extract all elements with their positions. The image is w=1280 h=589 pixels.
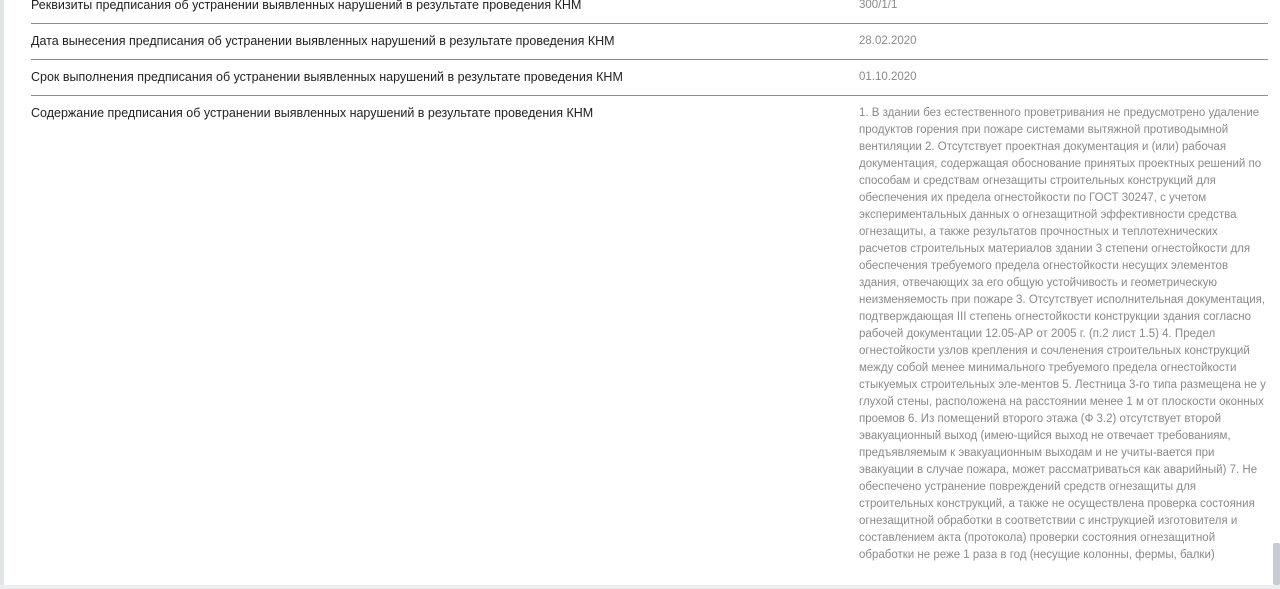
row-label: Содержание предписания об устранении выявленных нарушений в результате проведения КНМ	[31, 106, 594, 120]
row-value: 1. В здании без естественного проветривания не предусмотрено удаление продуктов горения при пожаре системами вытяжной противодымной вентиляции 2. Отсутствует проектная документация и (или) рабочая документация, содержащая обоснование принятых проектных решений по способам и средствам огнезащиты строительных конструкций для обеспечения их предела огнестойкости по ГОСТ 30247, с учетом экспериментальных данных о огнезащитной эффективности средства огнезащиты, а также результатов прочностных и теплотехнических расчетов строительных материалов здании 3 степени огнестойкости для обеспечения требуемого предела огнестойкости несущих элементов здания, отвечающих за его общую устойчивость и геометрическую неизменяемость при пожаре 3. Отсутствует исполнительная документация, подтверждающая III степень огнестойкости конструкции здания согласно рабочей документации 12.05-АР от 2005 г. (п.2 лист 1.5) 4. Предел огнестойкости узлов крепления и сочленения строительных конструкций между собой менее минимального требуемого предела огнестойкости стыкуемых строительных эле-ментов 5. Лестница 3-го типа размещена не у глухой стены, расположена на расстоянии менее 1 м от плоскости оконных проемов 6. Из помещений второго этажа (Ф 3.2) отсутствует второй эвакуационный выход (имею-щийся выход не отвечает требованиям, предъявляемым к эвакуационным выходам и не учиты-вается при эвакуации в случае пожара, может рассматриваться как аварийный) 7. Не обеспечено устранение повреждений средств огнезащиты для строительных конструкций, а также не осуществлена проверка состояния огнезащитной обработки в соответствии с инструкцией изготовителя и составлением акта (протокола) проверки состояния огнезащитной обработки не реже 1 раза в год (несущие колонны, фермы, балки)	[859, 107, 1266, 561]
scrollbar-thumb[interactable]	[1273, 543, 1280, 585]
table-row	[31, 60, 1268, 96]
row-label: Срок выполнения предписания об устранении выявленных нарушений в результате проведения КНМ	[31, 70, 623, 84]
table-row	[31, 24, 1268, 60]
horizontal-scrollbar-track[interactable]	[0, 585, 1280, 589]
left-edge-border	[0, 0, 4, 589]
row-value: 28.02.2020	[859, 35, 917, 47]
row-label: Реквизиты предписания об устранении выявленных нарушений в результате проведения КНМ	[31, 0, 582, 12]
table-row	[31, 96, 1268, 564]
row-label: Дата вынесения предписания об устранении выявленных нарушений в результате проведения КНМ	[31, 34, 615, 48]
table-row	[31, 0, 1268, 24]
row-value: 300/1/1	[859, 0, 898, 11]
row-value: 01.10.2020	[859, 71, 917, 83]
details-table	[31, 0, 1268, 564]
